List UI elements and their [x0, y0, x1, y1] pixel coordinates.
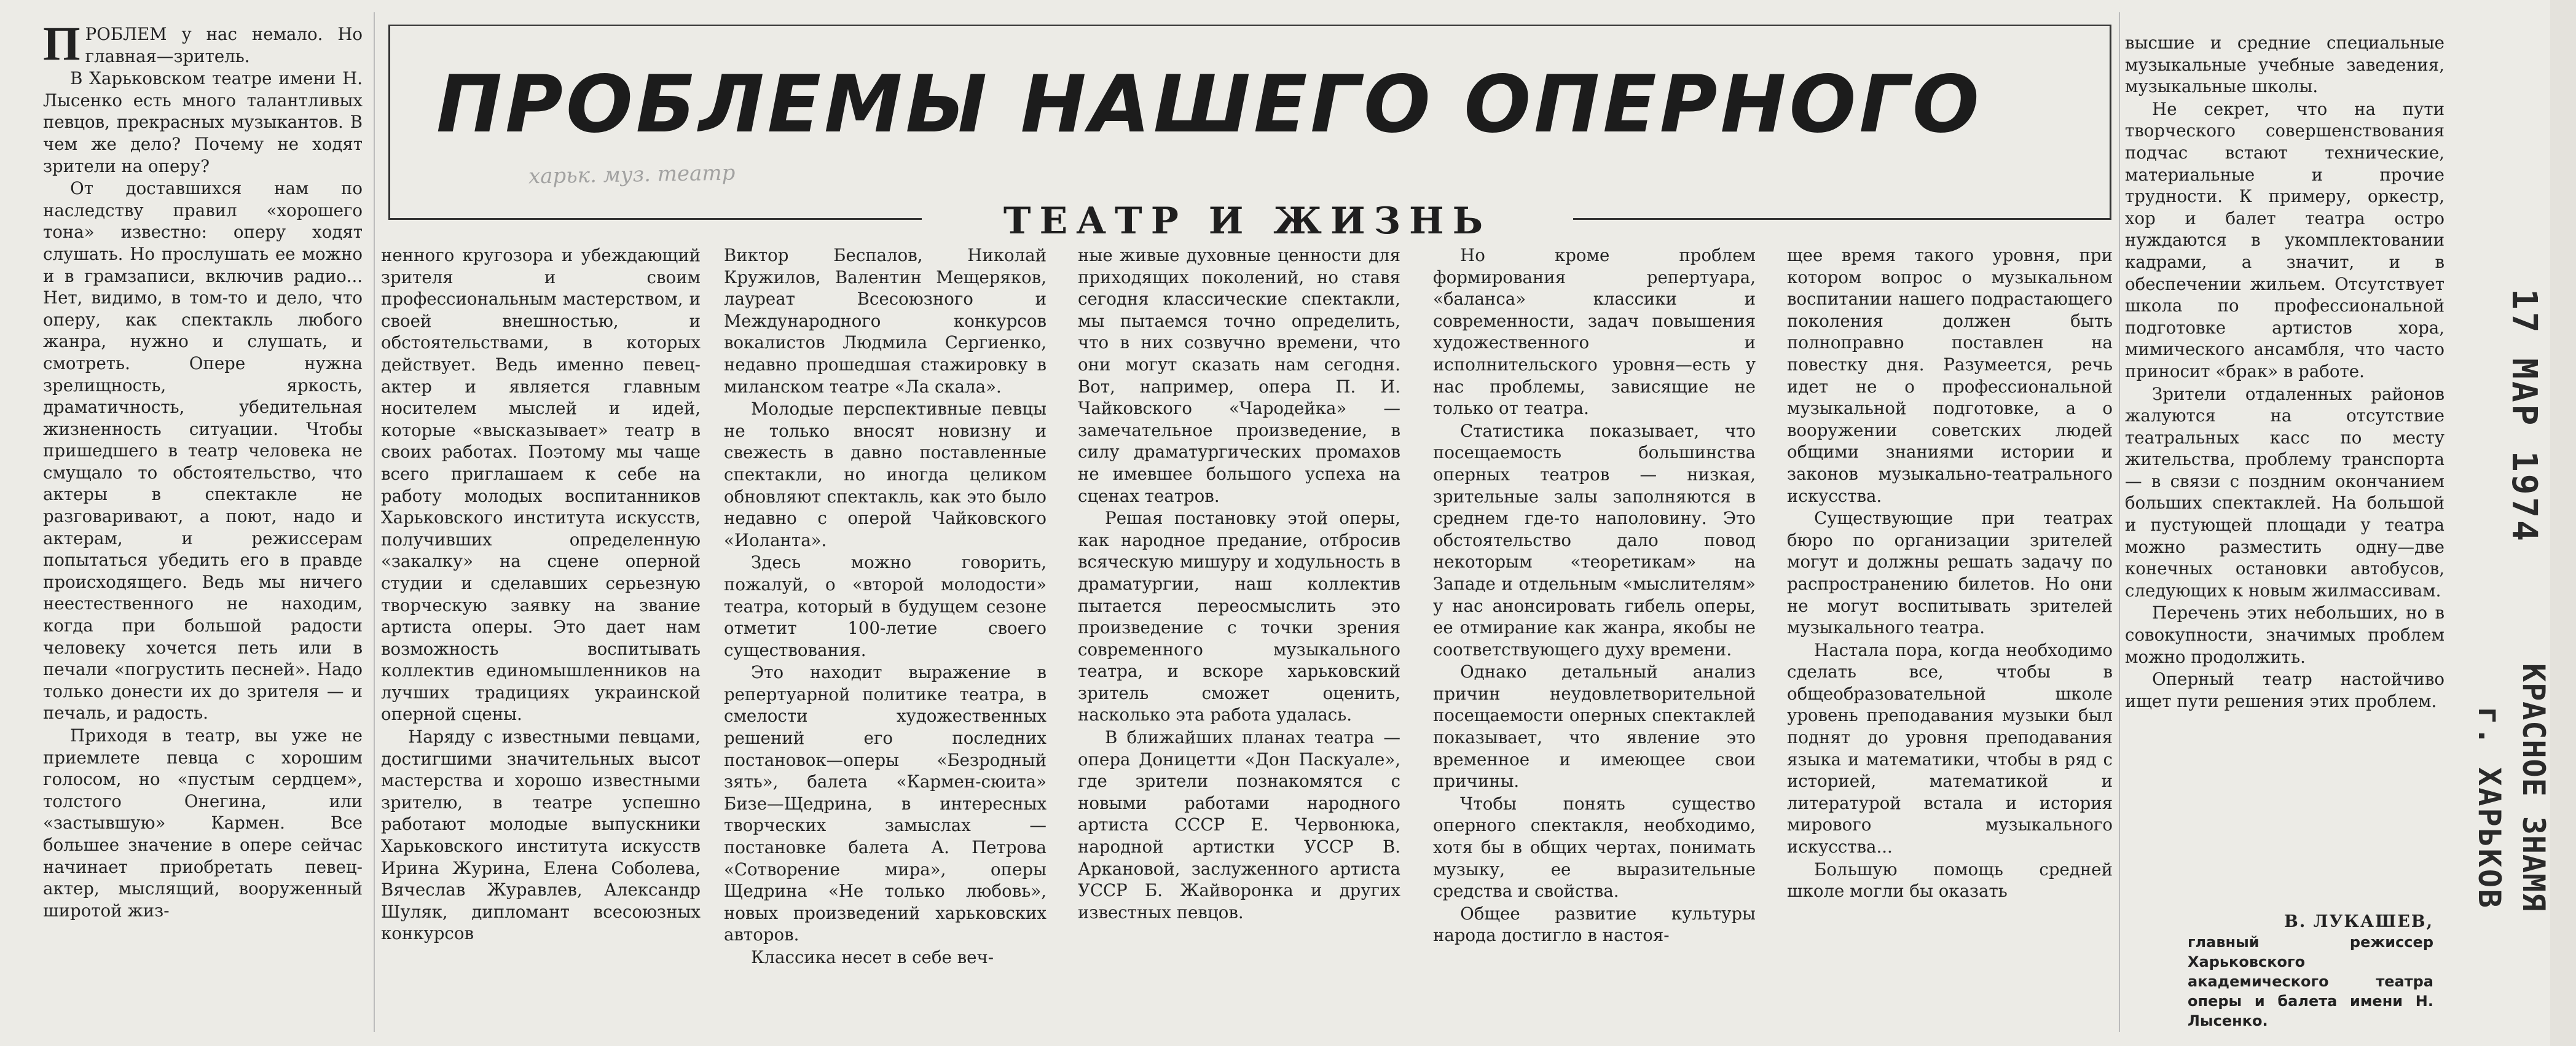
- paragraph: Статистика показывает, что посещаемость большинства оперных театров — низкая, зрительные залы заполняются в среднем где-то наполовину. Это обстоятельство дало повод некоторым «теоретикам» на Западе и отдельным «мыслителям» у нас анонсировать гибель оперы, ее отмирание как жанра, якобы не соответствующего духу времени.: [1433, 420, 1756, 660]
- author-title: главный режиссер Харьковского академического театра оперы и балета имени Н. Лысенко.: [2188, 934, 2433, 1029]
- paragraph: Общее развитие культуры народа достигло в настоя-: [1433, 903, 1756, 946]
- column-rule: [2119, 12, 2120, 1032]
- article-column-6: [1787, 244, 2113, 1037]
- paragraph: Молодые перспективные певцы не только вносят новизну и свежесть в давно поставленные спектакли, но иногда целиком обновляют спектакль, как это было недавно с оперой Чайковского «Иоланта».: [724, 399, 1046, 550]
- newspaper-name-stamp: КРАСНОЕ ЗНАМЯ: [2516, 663, 2551, 912]
- drop-cap: П: [43, 23, 80, 70]
- article-column-2: [381, 244, 701, 1037]
- paragraph: Решая постановку этой оперы, как народное предание, отбросив всяческую мишуру и ходульность в драматургии, наш коллектив пытается переосмыслить это произведение с точки зрения современного музыкального театра, и вскоре харьковский зритель сможет оценить, насколько эта работа удалась.: [1078, 508, 1400, 725]
- paragraph: Это находит выражение в репертуарной политике театра, в смелости художественных решений его последних постановок—оперы «Безродный зять», балета «Кармен-сюита» Бизе—Щедрина, в интересных творческих замыслах — постановке балета А. Петрова «Сотворение мира», оперы Щедрина «Не только любовь», новых произведений харьковских авторов.: [724, 662, 1046, 945]
- article-column-5: [1433, 244, 1756, 1037]
- paragraph: Зрители отдаленных районов жалуются на отсутствие театральных касс по месту жительства, проблему транспорта — в связи с поздним окончанием больших спектаклей. На большой и пустующей площади у театра можно разместить одну—две конечных остановки автобусов, следующих к новым жилмассивам.: [2125, 383, 2444, 601]
- headline: ПРОБЛЕМЫ НАШЕГО ОПЕРНОГО: [436, 59, 1982, 150]
- paragraph: Чтобы понять существо оперного спектакля, необходимо, хотя бы в общих чертах, понимать музыку, ее выразительные средства и свойства.: [1433, 793, 1756, 902]
- article-column-3: [724, 244, 1046, 1037]
- paragraph: высшие и средние специальные музыкальные учебные заведения, музыкальные школы.: [2125, 33, 2444, 97]
- paragraph: Настала пора, когда необходимо сделать все, чтобы в общеобразовательной школе уровень преподавания музыки был поднят до уровня преподавания языка и математики, чтобы в ряд с историей, математикой и литературой встала и история мирового музыкального искусства...: [1787, 639, 2113, 857]
- paragraph: Не секрет, что на пути творческого совершенствования подчас встают технические, материальные и прочие трудности. К примеру, оркестр, хор и балет театра остро нуждаются в укомплектовании кадрами, а значит, и в обеспечении жильем. Отсутствует школа по профессиональной подготовке артистов хора, мимического ансамбля, что часто приносит «брак» в работе.: [2125, 98, 2444, 381]
- paragraph: Наряду с известными певцами, достигшими значительных высот мастерства и хорошо известными зрителю, в театре успешно работают молодые выпускники Харьковского института искусств Ирина Журина, Елена Соболева, Вячеслав Журавлев, Александр Шуляк, дипломант всесоюзных конкурсов: [381, 727, 701, 944]
- paragraph: Здесь можно говорить, пожалуй, о «второй молодости» театра, который в будущем сезоне отметит 100-летие своего существования.: [724, 552, 1046, 660]
- article-column-4: [1078, 244, 1400, 1037]
- author-name: В. ЛУКАШЕВ,: [2284, 912, 2433, 931]
- paragraph: Но кроме проблем формирования репертуара, «баланса» классики и современности, задач повышения художественного и исполнительского уровня—есть у нас проблемы, зависящие не только от театра.: [1433, 245, 1756, 419]
- paragraph: Оперный театр настойчиво ищет пути решения этих проблем.: [2125, 669, 2444, 711]
- paragraph: Большую помощь средней школе могли бы оказать: [1787, 859, 2113, 902]
- article-column-1: [43, 23, 363, 1031]
- author-signature: [2188, 911, 2433, 1031]
- column-rule: [374, 12, 375, 1032]
- date-stamp: 17 МАР 1974: [2504, 289, 2544, 544]
- paragraph: ненного кругозора и убеждающий зрителя и своим профессиональным мастерством, и своей внешностью, и обстоятельствами, в которых действует. Ведь именно певец-актер и является главным носителем мыслей и идей, которые «высказывает» театр в своих работах. Поэтому мы чаще всего приглашаем к себе на работу молодых воспитанников Харьковского института искусств, получивших определенную «закалку» на сцене оперной студии и сделавших серьезную творческую заявку на звание артиста оперы. Это дает нам возможность воспитывать коллектив единомышленников на лучших традициях украинской оперной сцены.: [381, 245, 701, 725]
- paragraph: В ближайших планах театра — опера Доницетти «Дон Паскуале», где зрители познакомятся с новыми работами народного артиста СССР Е. Червонюка, народной артистки УССР В. Аркановой, заслуженного артиста УССР Б. Жайворонка и других известных певцов.: [1078, 727, 1400, 923]
- paragraph: Перечень этих небольших, но в совокупности, значимых проблем можно продолжить.: [2125, 603, 2444, 667]
- article-column-7: [2125, 32, 2444, 892]
- paragraph: Приходя в театр, вы уже не приемлете певца с хорошим голосом, но «пустым сердцем», толстого Онегина, или «застывшую» Кармен. Все большее значение в опере сейчас начинает приобретать певец-актер, мыслящий, вооруженный широтой жиз-: [43, 725, 363, 921]
- paragraph: Существующие при театрах бюро по организации зрителей могут и должны решать задачу по распространению билетов. Но они не могут воспитывать зрителей музыкального театра.: [1787, 508, 2113, 638]
- paragraph: От доставшихся нам по наследству правил «хорошего тона» известно: оперу ходят слушать. Но прослушать ее можно и в грамзаписи, включив радио... Нет, видимо, в том-то и дело, что оперу, как спектакль любого жанра, нужно и слушать, и смотреть. Опере нужна зрелищность, яркость, драматичность, убедительная жизненность ситуации. Чтобы пришедшего в театр человека не смущало то обстоятельство, что актеры в спектакле не разговаривают, а поют, надо и актерам, и режиссерам попытаться убедить его в правде происходящего. Ведь мы ничего неестественного не находим, когда при большой радости человеку хочется петь или в печали «погрустить песней». Надо только донести их до зрителя — и печаль, и радость.: [43, 178, 363, 724]
- rubric-title: ТЕАТР И ЖИЗНЬ: [922, 197, 1573, 246]
- paragraph: Виктор Беспалов, Николай Кружилов, Валентин Мещеряков, лауреат Всесоюзного и Международного конкурсов вокалистов Людмила Сергиенко, недавно прошедшая стажировку в миланском театре «Ла скала».: [724, 245, 1046, 397]
- handwritten-note: харьк. муз. театр: [528, 160, 736, 189]
- paragraph: Однако детальный анализ причин неудовлетворительной посещаемости оперных спектаклей показывает, что явление это временное и имеющее свои причины.: [1433, 662, 1756, 792]
- paragraph: Классика несет в себе веч-: [751, 947, 994, 967]
- opening-paragraph: ПРОБЛЕМ у нас немало. Но главная—зритель.: [43, 23, 363, 70]
- city-stamp: г. ХАРЬКОВ: [2472, 706, 2507, 910]
- paragraph: щее время такого уровня, при котором вопрос о музыкальном воспитании нашего подрастающего поколения должен быть полноправно поставлен на повестку дня. Разумеется, речь идет не о профессиональной музыкальной подготовке, а о вооружении советских людей общими знаниями истории и законов музыкально-театрального искусства.: [1787, 245, 2113, 506]
- paragraph: В Харьковском театре имени Н. Лысенко есть много талантливых певцов, прекрасных музыкантов. В чем же дело? Почему не ходят зрители на оперу?: [43, 68, 363, 176]
- paragraph: ные живые духовные ценности для приходящих поколений, но ставя сегодня классические спектакли, мы пытаемся точно определить, что в них созвучно времени, что они могут сказать нам сегодня. Вот, например, опера П. И. Чайковского «Чародейка» — замечательное произведение, в силу драматургических промахов не имевшее большого успеха на сценах театров.: [1078, 245, 1400, 506]
